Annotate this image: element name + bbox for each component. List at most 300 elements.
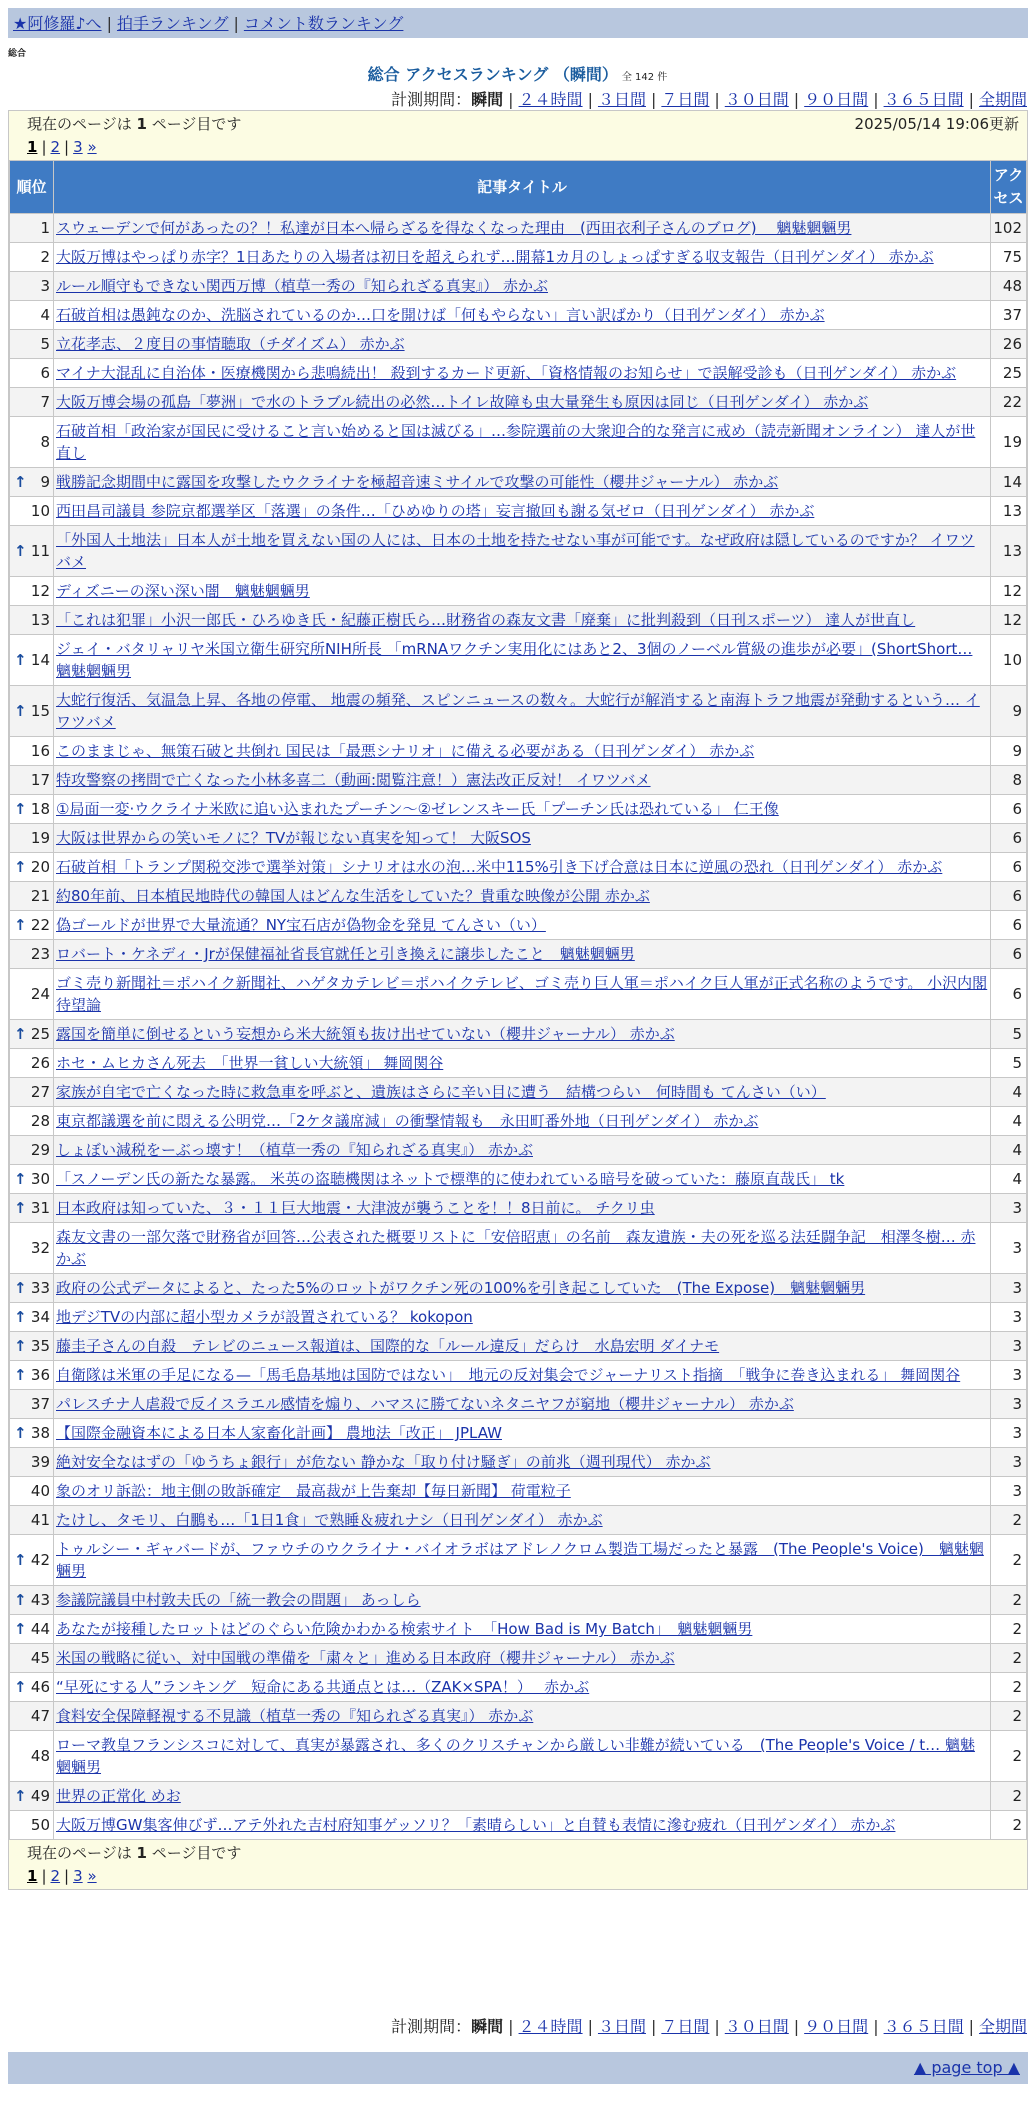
rank-number: 41 — [30, 1511, 50, 1529]
article-link[interactable]: “早死にする人”ランキング 短命にある共通点とは…（ZAK×SPA！） 赤かぶ — [56, 1678, 590, 1696]
access-count: 2 — [991, 1782, 1027, 1811]
rank-cell — [10, 388, 54, 417]
title-cell — [54, 468, 991, 497]
access-count: 3 — [991, 1274, 1027, 1303]
rank-number: 21 — [30, 887, 50, 905]
period-option[interactable]: ３６５日間 — [883, 2017, 964, 2036]
rank-number: 42 — [30, 1551, 50, 1569]
rank-cell — [10, 1303, 54, 1332]
separator: | — [650, 90, 657, 109]
table-row — [10, 1390, 1027, 1419]
rank-number: 20 — [30, 858, 50, 876]
rank-number: 46 — [30, 1678, 50, 1696]
title-cell — [54, 1107, 991, 1136]
access-count: 4 — [991, 1078, 1027, 1107]
period-option[interactable]: ３日間 — [597, 90, 646, 109]
separator: | — [793, 90, 800, 109]
rank-up-arrow-icon: ↑ — [14, 916, 27, 934]
separator: | — [968, 2017, 974, 2036]
rank-number: 3 — [40, 277, 50, 295]
article-link[interactable]: 石破首相は愚鈍なのか、洗脳されているのか…口を開けば「何もやらない」言い訳ばかり（日刊ゲンダイ） 赤かぶ — [56, 306, 825, 324]
article-link[interactable]: 大阪万博はやっぱり赤字？1日あたりの入場者は初日を超えられず…開幕1カ月のしょっぱすぎる収支報告（日刊ゲンダイ） 赤かぶ — [56, 248, 934, 266]
access-count: 4 — [991, 1107, 1027, 1136]
rank-number: 32 — [30, 1239, 50, 1257]
title-cell — [54, 1448, 991, 1477]
rank-cell — [10, 1078, 54, 1107]
period-option[interactable]: ２４時間 — [518, 90, 583, 109]
article-link[interactable]: 石破首相「政治家が国民に受けること言い始めると国は滅びる」…参院選前の大衆迎合的な発言に戒め（読売新聞オンライン） 達人が世直し — [56, 422, 976, 462]
title-cell — [54, 635, 991, 686]
table-row — [10, 1303, 1027, 1332]
rank-cell — [10, 1731, 54, 1782]
table-row — [10, 635, 1027, 686]
rank-cell — [10, 359, 54, 388]
access-count: 102 — [991, 214, 1027, 243]
comment-ranking-link[interactable]: コメント数ランキング — [243, 14, 404, 33]
article-link[interactable]: 立花孝志、２度目の事情聴取（チダイズム） 赤かぶ — [56, 335, 405, 353]
rank-cell — [10, 911, 54, 940]
article-link[interactable]: しょぼい減税をーぶっ壊す！（植草一秀の『知られざる真実』） 赤かぶ — [56, 1141, 533, 1159]
article-link[interactable]: 約80年前、日本植民地時代の韓国人はどんな生活をしていた？貴重な映像が公開 赤かぶ — [56, 887, 650, 905]
title-cell — [54, 1361, 991, 1390]
article-link[interactable]: 政府の公式データによると、たった5%のロットがワクチン死の100%を引き起こしていた (The Expose) 魑魅魍魎男 — [56, 1279, 866, 1297]
rank-cell — [10, 606, 54, 635]
rank-cell — [10, 1136, 54, 1165]
rank-cell — [10, 882, 54, 911]
access-count: 3 — [991, 1303, 1027, 1332]
rank-cell — [10, 1615, 54, 1644]
article-link[interactable]: 「外国人土地法」日本人が土地を買えない国の人には、日本の土地を持たせない事が可能です。なぜ政府は隠しているのですか？ イワツバメ — [56, 531, 975, 571]
rank-cell — [10, 766, 54, 795]
rank-number: 12 — [30, 582, 50, 600]
period-option[interactable]: ３０日間 — [724, 2017, 789, 2036]
period-option[interactable]: 全期間 — [978, 90, 1027, 109]
rank-cell — [10, 1506, 54, 1535]
separator: | — [873, 90, 879, 109]
rank-number: 11 — [30, 542, 50, 560]
article-link[interactable]: 偽ゴールドが世界で大量流通？NY宝石店が偽物金を発見 てんさい（い） — [56, 916, 546, 934]
rank-number: 23 — [30, 945, 50, 963]
title-cell — [54, 1586, 991, 1615]
table-row — [10, 737, 1027, 766]
title-cell — [54, 272, 991, 301]
category-label: 総合 — [8, 49, 27, 59]
access-count: 10 — [991, 635, 1027, 686]
period-selector-top — [391, 87, 1027, 110]
rank-cell — [10, 1020, 54, 1049]
article-link[interactable]: 米国の戦略に従い、対中国戦の準備を「粛々と」進める日本政府（櫻井ジャーナル） 赤かぶ — [56, 1649, 675, 1667]
rank-cell — [10, 301, 54, 330]
rank-cell — [10, 1644, 54, 1673]
rank-number: 39 — [30, 1453, 50, 1471]
title-cell — [54, 1020, 991, 1049]
current-page-text: 現在のページは 1 ページ目です — [27, 115, 242, 133]
title-cell — [54, 1731, 991, 1782]
rank-cell — [10, 330, 54, 359]
article-link[interactable]: あなたが接種したロットはどのぐらい危険かわかる検索サイト 「How Bad is My Batch」 魑魅魍魎男 — [56, 1620, 753, 1638]
article-link[interactable]: 地デジTVの内部に超小型カメラが設置されている？ kokopon — [56, 1308, 473, 1326]
article-link[interactable]: トゥルシー・ギャバードが、ファウチのウクライナ・バイオラボはアドレノクロム製造工場だったと暴露 (The People's Voice) 魑魅魍魎男 — [56, 1540, 984, 1580]
rank-number: 35 — [30, 1337, 50, 1355]
article-link[interactable]: 東京都議選を前に悶える公明党…「2ケタ議席減」の衝撃情報も 永田町番外地（日刊ゲンダイ） 赤かぶ — [56, 1112, 759, 1130]
access-count: 2 — [991, 1673, 1027, 1702]
table-row — [10, 1020, 1027, 1049]
title-cell — [54, 214, 991, 243]
table-row — [10, 1615, 1027, 1644]
article-link[interactable]: ルール順守もできない関西万博（植草一秀の『知られざる真実』） 赤かぶ — [56, 277, 548, 295]
article-link[interactable]: 日本政府は知っていた、３・１１巨大地震・大津波が襲うことを！！8日前に。 チクリ虫 — [56, 1199, 655, 1217]
access-count: 5 — [991, 1049, 1027, 1078]
rank-number: 13 — [30, 611, 50, 629]
separator: | — [968, 90, 974, 109]
rank-cell — [10, 824, 54, 853]
article-link[interactable]: 「これは犯罪」小沢一郎氏・ひろゆき氏・紀藤正樹氏ら…財務省の森友文書「廃棄」に批判殺到（日刊スポーツ） 達人が世直し — [56, 611, 916, 629]
access-count: 2 — [991, 1586, 1027, 1615]
article-link[interactable]: 露国を簡単に倒せるという妄想から米大統領も抜け出せていない（櫻井ジャーナル） 赤かぶ — [56, 1025, 675, 1043]
title-cell — [54, 795, 991, 824]
article-link[interactable]: ディズニーの深い深い闇 魑魅魍魎男 — [56, 582, 310, 600]
access-count: 2 — [991, 1506, 1027, 1535]
access-count: 2 — [991, 1535, 1027, 1586]
back-to-asyura-link[interactable]: ★阿修羅♪へ — [13, 14, 102, 33]
access-header: アクセス — [991, 161, 1027, 214]
rank-number: 19 — [30, 829, 50, 847]
table-row — [10, 497, 1027, 526]
title-cell — [54, 1419, 991, 1448]
rank-cell — [10, 795, 54, 824]
access-count: 6 — [991, 969, 1027, 1020]
title-cell — [54, 1136, 991, 1165]
title-cell — [54, 359, 991, 388]
access-count: 13 — [991, 526, 1027, 577]
rank-cell — [10, 1535, 54, 1586]
access-count: 2 — [991, 1731, 1027, 1782]
access-count: 12 — [991, 577, 1027, 606]
article-link[interactable]: パレスチナ人虐殺で反イスラエル感情を煽り、ハマスに勝てないネタニヤフが窮地（櫻井ジャーナル） 赤かぶ — [56, 1395, 794, 1413]
article-link[interactable]: マイナ大混乱に自治体・医療機関から悲鳴続出！ 殺到するカード更新、「資格情報のお知らせ」で誤解受診も（日刊ゲンダイ） 赤かぶ — [56, 364, 957, 382]
clap-ranking-link[interactable]: 拍手ランキング — [116, 14, 229, 33]
rank-number: 43 — [30, 1591, 50, 1609]
access-count: 48 — [991, 272, 1027, 301]
rank-number: 18 — [30, 800, 50, 818]
rank-cell — [10, 577, 54, 606]
title-cell — [54, 526, 991, 577]
rank-number: 25 — [30, 1025, 50, 1043]
table-row — [10, 243, 1027, 272]
article-link[interactable]: ゴミ売り新聞社＝ポハイク新聞社、ハゲタカテレビ＝ポハイクテレビ、ゴミ売り巨人軍＝ポハイク巨人軍が正式名称のようです。 小沢内閣待望論 — [56, 974, 988, 1014]
article-link[interactable]: このままじゃ、無策石破と共倒れ 国民は「最悪シナリオ」に備える必要がある（日刊ゲンダイ） 赤かぶ — [56, 742, 755, 760]
rank-cell — [10, 1586, 54, 1615]
article-link[interactable]: 「スノーデン氏の新たな暴露。 米英の盗聴機関はネットで標準的に使われている暗号を破っていた：藤原直哉氏」 tk — [56, 1170, 845, 1188]
rank-number: 40 — [30, 1482, 50, 1500]
table-row — [10, 214, 1027, 243]
article-link[interactable]: 大阪万博GW集客伸びず…アテ外れた吉村府知事ゲッソリ？「素晴らしい」と自賛も表情に滲む疲れ（日刊ゲンダイ） 赤かぶ — [56, 1816, 896, 1834]
title-cell — [54, 686, 991, 737]
article-link[interactable]: スウェーデンで何があったの？！私達が日本へ帰らざるを得なくなった理由 (西田衣利子さんのブログ) 魑魅魍魎男 — [56, 219, 852, 237]
article-link[interactable]: 森友文書の一部欠落で財務省が回答…公表された概要リストに「安倍昭恵」の名前 森友遺族・夫の死を巡る法廷闘争記 相澤冬樹… 赤かぶ — [56, 1228, 976, 1268]
article-link[interactable]: 絶対安全なはずの「ゆうちょ銀行」が危ない 静かな「取り付け騒ぎ」の前兆（週刊現代） 赤かぶ — [56, 1453, 711, 1471]
title-cell — [54, 1615, 991, 1644]
table-row — [10, 330, 1027, 359]
rank-number: 6 — [40, 364, 50, 382]
top-nav-bar: ★阿修羅♪へ | 拍手ランキング | コメント数ランキング — [8, 8, 1028, 38]
title-cell — [54, 1477, 991, 1506]
table-row — [10, 969, 1027, 1020]
table-row — [10, 1223, 1027, 1274]
access-count: 19 — [991, 417, 1027, 468]
table-row — [10, 272, 1027, 301]
period-option[interactable]: ７日間 — [661, 2017, 710, 2036]
access-count: 9 — [991, 737, 1027, 766]
article-link[interactable]: 自衛隊は米軍の手足になる—「馬毛島基地は国防ではない」 地元の反対集会でジャーナリスト指摘 「戦争に巻き込まれる」 舞岡関谷 — [56, 1366, 961, 1384]
table-row — [10, 1107, 1027, 1136]
rank-number: 33 — [30, 1279, 50, 1297]
ranking-title: 総合 アクセスランキング （瞬間） — [367, 65, 618, 84]
article-link[interactable]: ①局面一変·ウクライナ米欧に追い込まれたプーチン〜②ゼレンスキー氏「プーチン氏は恐れている」 仁王像 — [56, 800, 779, 818]
rank-number: 37 — [30, 1395, 50, 1413]
table-row — [10, 1731, 1027, 1782]
rank-number: 7 — [40, 393, 50, 411]
title-cell — [54, 388, 991, 417]
article-link[interactable]: 参議院議員中村敦夫氏の「統一教会の問題」 あっしら — [56, 1591, 421, 1609]
access-count: 75 — [991, 243, 1027, 272]
rank-cell — [10, 1702, 54, 1731]
table-row — [10, 1078, 1027, 1107]
access-count: 25 — [991, 359, 1027, 388]
title-cell — [54, 940, 991, 969]
access-count: 3 — [991, 1332, 1027, 1361]
rank-cell — [10, 1361, 54, 1390]
title-header: 記事タイトル — [54, 161, 991, 214]
table-row — [10, 853, 1027, 882]
page-link: 1 — [27, 138, 38, 156]
rank-number: 8 — [40, 433, 50, 451]
article-link[interactable]: ローマ教皇フランシスコに対して、真実が暴露され、多くのクリスチャンから厳しい非難が続いている (The People's Voice / t… 魑魅魍魎男 — [56, 1736, 975, 1776]
title-cell — [54, 766, 991, 795]
article-link[interactable]: 象のオリ訴訟：地主側の敗訴確定 最高裁が上告棄却【毎日新聞】 荷電粒子 — [56, 1482, 571, 1500]
rank-number: 29 — [30, 1141, 50, 1159]
article-link[interactable]: 大阪万博会場の孤島「夢洲」で水のトラブル続出の必然…トイレ故障も虫大量発生も原因は同じ（日刊ゲンダイ） 赤かぶ — [56, 393, 869, 411]
rank-cell — [10, 1049, 54, 1078]
title-cell — [54, 1274, 991, 1303]
page-link[interactable]: 2 — [50, 138, 61, 156]
next-page-link[interactable]: » — [87, 138, 97, 156]
rank-up-arrow-icon: ↑ — [14, 1337, 27, 1355]
access-count: 2 — [991, 1702, 1027, 1731]
title-cell — [54, 1165, 991, 1194]
access-count: 6 — [991, 824, 1027, 853]
table-row — [10, 1477, 1027, 1506]
separator: | — [650, 2017, 657, 2036]
page-link[interactable]: 3 — [73, 138, 83, 156]
table-row — [10, 577, 1027, 606]
article-link[interactable]: ロバート・ケネディ・Jrが保健福祉省長官就任と引き換えに譲歩したこと 魑魅魍魎男 — [56, 945, 635, 963]
table-row — [10, 882, 1027, 911]
rank-number: 30 — [30, 1170, 50, 1188]
article-link[interactable]: たけし、タモリ、白鵬も…「1日1食」で熟睡＆疲れナシ（日刊ゲンダイ） 赤かぶ — [56, 1511, 603, 1529]
title-cell — [54, 1644, 991, 1673]
period-option[interactable]: ３０日間 — [724, 90, 789, 109]
table-row — [10, 1136, 1027, 1165]
article-link[interactable]: 藤圭子さんの自殺 テレビのニュース報道は、国際的な「ルール違反」だらけ 水島宏明 ダイナモ — [56, 1337, 720, 1355]
rank-up-arrow-icon: ↑ — [14, 1620, 27, 1638]
rank-number: 48 — [30, 1747, 50, 1765]
access-count: 5 — [991, 1020, 1027, 1049]
rank-cell — [10, 243, 54, 272]
next-page-link[interactable]: » — [87, 1867, 97, 1885]
table-row — [10, 1644, 1027, 1673]
access-count: 9 — [991, 686, 1027, 737]
access-count: 3 — [991, 1419, 1027, 1448]
table-row — [10, 301, 1027, 330]
period-option[interactable]: ９０日間 — [804, 90, 869, 109]
access-count: 4 — [991, 1165, 1027, 1194]
separator: | — [873, 2017, 879, 2036]
rank-cell — [10, 1477, 54, 1506]
rank-number: 50 — [30, 1816, 50, 1834]
pagination-bottom: 1 | 2 | 3 » — [27, 1867, 97, 1885]
access-count: 6 — [991, 853, 1027, 882]
rank-number: 9 — [40, 473, 50, 491]
rank-cell — [10, 214, 54, 243]
access-count: 13 — [991, 497, 1027, 526]
period-option: 瞬間 — [471, 2017, 504, 2036]
rank-number: 45 — [30, 1649, 50, 1667]
rank-up-arrow-icon: ↑ — [14, 1591, 27, 1609]
table-row — [10, 1673, 1027, 1702]
title-cell — [54, 417, 991, 468]
table-row — [10, 606, 1027, 635]
article-link[interactable]: 戦勝記念期間中に露国を攻撃したウクライナを極超音速ミサイルで攻撃の可能性（櫻井ジャーナル） 赤かぶ — [56, 473, 779, 491]
title-cell — [54, 1049, 991, 1078]
separator: | — [793, 2017, 800, 2036]
rank-up-arrow-icon: ↑ — [14, 1279, 27, 1297]
rank-cell — [10, 1673, 54, 1702]
rank-cell — [10, 526, 54, 577]
page-link[interactable]: 2 — [50, 1867, 61, 1885]
title-cell — [54, 1506, 991, 1535]
rank-cell — [10, 1782, 54, 1811]
article-link[interactable]: 世界の正常化 めお — [56, 1787, 181, 1805]
access-count: 22 — [991, 388, 1027, 417]
rank-number: 10 — [30, 502, 50, 520]
period-label: 計測期間： — [391, 2017, 472, 2036]
title-cell — [54, 1223, 991, 1274]
rank-up-arrow-icon: ↑ — [14, 1678, 27, 1696]
article-link[interactable]: 石破首相「トランプ関税交渉で選挙対策」シナリオは水の泡…米中115%引き下げ合意は日本に逆風の恐れ（日刊ゲンダイ） 赤かぶ — [56, 858, 943, 876]
rank-cell — [10, 1223, 54, 1274]
article-link[interactable]: 大阪は世界からの笑いモノに？TVが報じない真実を知って！ 大阪SOS — [56, 829, 531, 847]
period-option: 瞬間 — [471, 90, 504, 109]
table-row — [10, 824, 1027, 853]
separator: | — [587, 90, 593, 109]
access-count: 3 — [991, 1361, 1027, 1390]
rank-cell — [10, 635, 54, 686]
rank-cell — [10, 1811, 54, 1840]
item-count: 全 142 件 — [621, 72, 668, 83]
rank-cell — [10, 272, 54, 301]
table-row — [10, 1361, 1027, 1390]
rank-number: 26 — [30, 1054, 50, 1072]
rank-cell — [10, 1390, 54, 1419]
rank-number: 44 — [30, 1620, 50, 1638]
rank-cell — [10, 497, 54, 526]
page-top-link[interactable]: ▲ page top ▲ — [913, 2058, 1020, 2077]
access-count: 6 — [991, 795, 1027, 824]
page-title — [0, 62, 1035, 85]
title-cell — [54, 1390, 991, 1419]
title-cell — [54, 330, 991, 359]
access-count: 4 — [991, 1136, 1027, 1165]
article-link[interactable]: ホセ・ムヒカさん死去 「世界一貧しい大統領」 舞岡関谷 — [56, 1054, 444, 1072]
page-link[interactable]: 3 — [73, 1867, 83, 1885]
rank-number: 15 — [30, 702, 50, 720]
title-cell — [54, 1194, 991, 1223]
pagination-top: 1 | 2 | 3 » — [27, 138, 97, 156]
period-option[interactable]: ３日間 — [597, 2017, 646, 2036]
table-row — [10, 940, 1027, 969]
access-count: 3 — [991, 1194, 1027, 1223]
separator: | — [508, 2017, 514, 2036]
rank-header: 順位 — [10, 161, 54, 214]
rank-number: 16 — [30, 742, 50, 760]
article-link[interactable]: 家族が自宅で亡くなった時に救急車を呼ぶと、遺族はさらに辛い目に遭う 結構つらい 何時間も てんさい（い） — [56, 1083, 826, 1101]
title-cell — [54, 301, 991, 330]
article-link[interactable]: ジェイ・バタリャリヤ米国立衛生研究所NIH所長 「mRNAワクチン実用化にはあと2、3個のノーベル賞級の進歩が必要」(ShortShort… 魑魅魍魎男 — [56, 640, 973, 680]
period-option[interactable]: 全期間 — [978, 2017, 1027, 2036]
access-count: 2 — [991, 1644, 1027, 1673]
rank-up-arrow-icon: ↑ — [14, 651, 27, 669]
current-page-text: 現在のページは 1 ページ目です — [27, 1844, 242, 1862]
table-row — [10, 1782, 1027, 1811]
access-count: 26 — [991, 330, 1027, 359]
article-link[interactable]: 西田昌司議員 参院京都選挙区「落選」の条件…「ひめゆりの塔」妄言撤回も謝る気ゼロ（日刊ゲンダイ） 赤かぶ — [56, 502, 815, 520]
access-count: 6 — [991, 882, 1027, 911]
article-link[interactable]: 食料安全保障軽視する不見識（植草一秀の『知られざる真実』） 赤かぶ — [56, 1707, 534, 1725]
rank-cell — [10, 940, 54, 969]
table-row — [10, 1194, 1027, 1223]
table-row — [10, 1586, 1027, 1615]
rank-number: 2 — [40, 248, 50, 266]
access-count: 3 — [991, 1448, 1027, 1477]
article-link[interactable]: 特攻警察の拷問で亡くなった小林多喜二（動画:閲覧注意！）憲法改正反対！ イワツバメ — [56, 771, 651, 789]
rank-cell — [10, 737, 54, 766]
rank-cell — [10, 1107, 54, 1136]
access-count: 14 — [991, 468, 1027, 497]
rank-up-arrow-icon: ↑ — [14, 800, 27, 818]
table-row — [10, 1448, 1027, 1477]
rank-up-arrow-icon: ↑ — [14, 473, 27, 491]
period-option[interactable]: ７日間 — [661, 90, 710, 109]
table-row — [10, 911, 1027, 940]
article-link[interactable]: 【国際金融資本による日本人家畜化計画】 農地法「改正」 JPLAW — [56, 1424, 502, 1442]
period-option[interactable]: ２４時間 — [518, 2017, 583, 2036]
title-cell — [54, 1782, 991, 1811]
rank-cell — [10, 1332, 54, 1361]
rank-up-arrow-icon: ↑ — [14, 1551, 27, 1569]
rank-cell — [10, 969, 54, 1020]
title-cell — [54, 1332, 991, 1361]
article-link[interactable]: 大蛇行復活、気温急上昇、各地の停電、 地震の頻発、スピンニュースの数々。大蛇行が解消すると南海トラフ地震が発動するという… イワツバメ — [56, 691, 980, 731]
title-cell — [54, 1535, 991, 1586]
rank-up-arrow-icon: ↑ — [14, 1170, 27, 1188]
period-option[interactable]: ３６５日間 — [883, 90, 964, 109]
table-row — [10, 766, 1027, 795]
period-option[interactable]: ９０日間 — [804, 2017, 869, 2036]
table-row — [10, 1049, 1027, 1078]
rank-up-arrow-icon: ↑ — [14, 702, 27, 720]
ranking-table — [9, 160, 1027, 1840]
